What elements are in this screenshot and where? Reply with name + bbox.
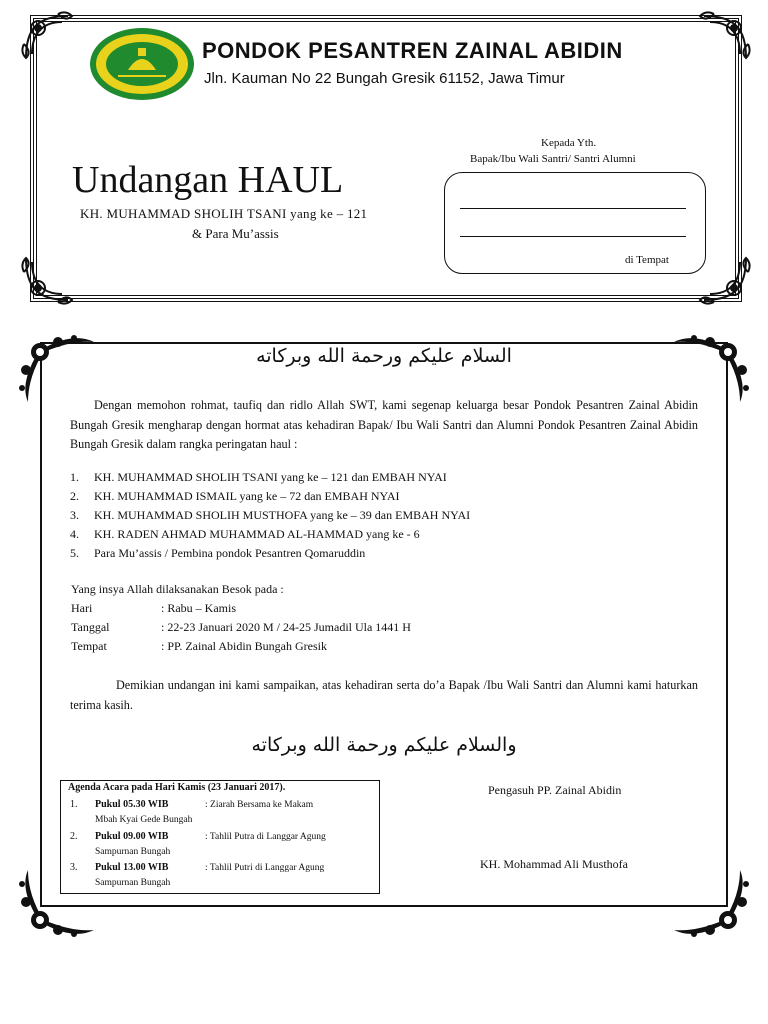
schedule-intro: Yang insya Allah dilaksanakan Besok pada : bbox=[71, 582, 284, 596]
list-item: 1. KH. MUHAMMAD SHOLIH TSANI yang ke – 121 dan EMBAH NYAI bbox=[70, 470, 447, 484]
invitation-title: Undangan HAUL bbox=[72, 159, 344, 201]
address-line bbox=[460, 208, 686, 209]
arabic-greeting: السلام عليكم ورحمة الله وبركاته bbox=[256, 345, 512, 367]
detail-hari: Hari : Rabu – Kamis bbox=[71, 601, 236, 615]
arabic-closing-greeting: والسلام عليكم ورحمة الله وبركاته bbox=[251, 734, 517, 756]
school-logo bbox=[88, 26, 196, 102]
closing-paragraph: Demikian undangan ini kami sampaikan, atas kehadiran serta do’a Bapak /Ibu Wali Santri dan Alumni kami haturkan terima kasih. bbox=[70, 678, 698, 712]
floral-corner-icon bbox=[670, 330, 754, 406]
opening-paragraph bbox=[70, 396, 698, 455]
floral-corner-icon bbox=[14, 330, 98, 406]
signature-name: KH. Mohammad Ali Musthofa bbox=[480, 857, 628, 871]
list-item: 4. KH. RADEN AHMAD MUHAMMAD AL-HAMMAD yang ke - 6 bbox=[70, 527, 420, 541]
agenda-item-cont: Sampurnan Bungah bbox=[95, 847, 171, 857]
title-subject: KH. MUHAMMAD SHOLIH TSANI yang ke – 121 bbox=[80, 206, 368, 221]
recipient-di-tempat: di Tempat bbox=[625, 254, 669, 266]
school-name: PONDOK PESANTREN ZAINAL ABIDIN bbox=[202, 38, 623, 63]
list-item: 5. Para Mu’assis / Pembina pondok Pesantren Qomaruddin bbox=[70, 546, 366, 560]
corner-ornament-icon bbox=[18, 252, 92, 308]
detail-tanggal: Tanggal : 22-23 Januari 2020 M / 24-25 Jumadil Ula 1441 H bbox=[71, 620, 411, 634]
recipient-to: Bapak/Ibu Wali Santri/ Santri Alumni bbox=[470, 153, 636, 165]
corner-ornament-icon bbox=[680, 8, 754, 64]
recipient-kepada: Kepada Yth. bbox=[541, 137, 597, 149]
agenda-item-cont: Sampurnan Bungah bbox=[95, 878, 171, 888]
corner-ornament-icon bbox=[18, 8, 92, 64]
agenda-title: Agenda Acara pada Hari Kamis (23 Januari 2017). bbox=[68, 782, 286, 793]
floral-corner-icon bbox=[670, 866, 754, 942]
signature-role: Pengasuh PP. Zainal Abidin bbox=[488, 783, 622, 797]
list-item: 3. KH. MUHAMMAD SHOLIH MUSTHOFA yang ke – 39 dan EMBAH NYAI bbox=[70, 508, 471, 522]
detail-tempat: Tempat : PP. Zainal Abidin Bungah Gresik bbox=[71, 639, 327, 653]
agenda-item: 2. Pukul 09.00 WIB : Tahlil Putra di Langgar Agung bbox=[70, 831, 326, 842]
agenda-item: 3. Pukul 13.00 WIB : Tahlil Putri di Langgar Agung bbox=[70, 862, 325, 873]
agenda-item-cont: Mbah Kyai Gede Bungah bbox=[95, 815, 193, 825]
school-address: Jln. Kauman No 22 Bungah Gresik 61152, Jawa Timur bbox=[204, 70, 565, 87]
agenda-item: 1. Pukul 05.30 WIB : Ziarah Bersama ke Makam bbox=[70, 799, 314, 810]
list-item: 2. KH. MUHAMMAD ISMAIL yang ke – 72 dan EMBAH NYAI bbox=[70, 489, 400, 503]
title-subject-2: & Para Mu’assis bbox=[192, 226, 279, 241]
opening-text: Dengan memohon rohmat, taufiq dan ridlo Allah SWT, kami segenap keluarga besar Pondok Pesantren Zainal Abidin Bungah Gresik mengharap dengan hormat atas kehadiran Bapak/ Ibu Wali Santri dan Alumni Pondok Pesantren Zainal Abidin Bungah Gresik dalam rangka peringatan haul : bbox=[70, 398, 698, 451]
haul-list bbox=[70, 468, 470, 563]
address-line bbox=[460, 236, 686, 237]
